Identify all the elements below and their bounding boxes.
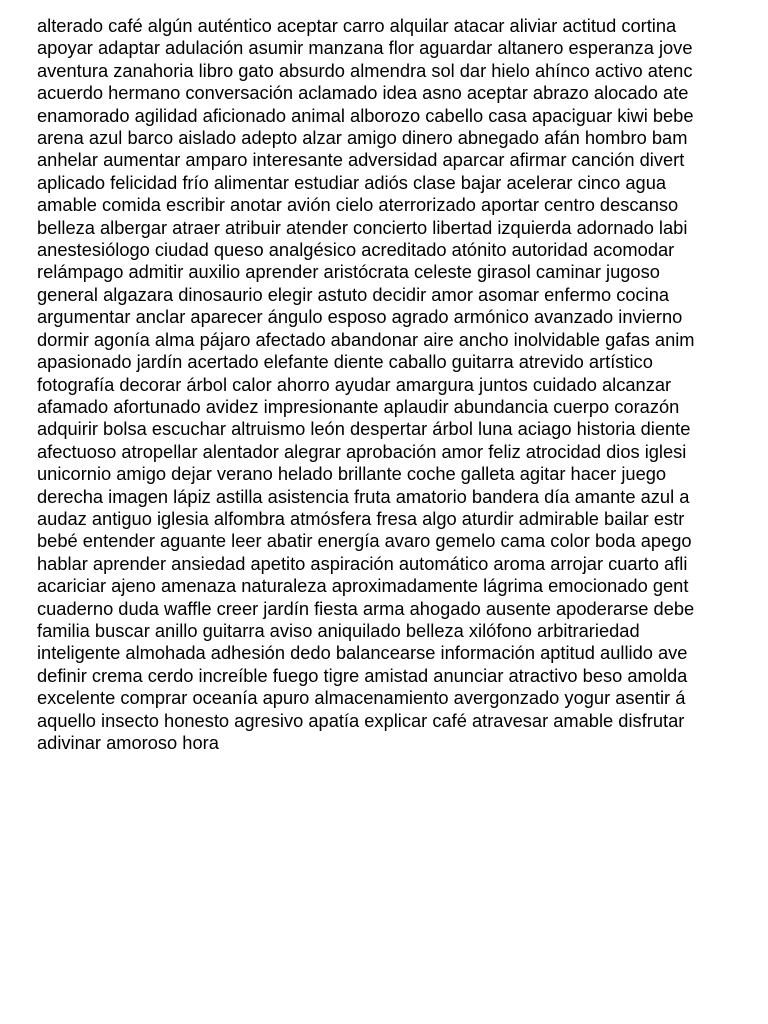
text-line: amable comida escribir anotar avión cielo aterrorizado aportar centro descanso [37, 194, 679, 216]
text-line: unicornio amigo dejar verano helado brillante coche galleta agitar hacer juego [37, 463, 667, 485]
text-line: acariciar ajeno amenaza naturaleza aproximadamente lágrima emocionado gent [37, 575, 689, 597]
text-line: relámpago admitir auxilio aprender aristócrata celeste girasol caminar jugoso [37, 261, 660, 283]
text-line: belleza albergar atraer atribuir atender concierto libertad izquierda adornado labi [37, 216, 688, 238]
text-line: inteligente almohada adhesión dedo balancearse información aptitud aullido ave [37, 642, 688, 664]
text-line: enamorado agilidad aficionado animal alborozo cabello casa apaciguar kiwi bebe [37, 104, 694, 126]
text-line: definir crema cerdo increíble fuego tigre amistad anunciar atractivo beso amolda [37, 664, 688, 686]
text-line: fotografía decorar árbol calor ahorro ayudar amargura juntos cuidado alcanzar [37, 373, 672, 395]
document-text-block [37, 15, 768, 754]
text-line: familia buscar anillo guitarra aviso aniquilado belleza xilófono arbitrariedad [37, 619, 640, 641]
text-line: derecha imagen lápiz astilla asistencia fruta amatorio bandera día amante azul a [37, 485, 690, 507]
text-line: aquello insecto honesto agresivo apatía explicar café atravesar amable disfrutar [37, 709, 685, 731]
text-line: apasionado jardín acertado elefante diente caballo guitarra atrevido artístico [37, 351, 653, 373]
text-line: aventura zanahoria libro gato absurdo almendra sol dar hielo ahínco activo atenc [37, 59, 693, 81]
text-line: anhelar aumentar amparo interesante adversidad aparcar afirmar canción divert [37, 149, 685, 171]
text-line: bebé entender aguante leer abatir energía avaro gemelo cama color boda apego [37, 530, 692, 552]
text-line: excelente comprar oceanía apuro almacenamiento avergonzado yogur asentir á [37, 687, 686, 709]
text-line: cuaderno duda waffle creer jardín fiesta arma ahogado ausente apoderarse debe [37, 597, 695, 619]
text-line: aplicado felicidad frío alimentar estudiar adiós clase bajar acelerar cinco agua [37, 171, 667, 193]
text-line: audaz antiguo iglesia alfombra atmósfera fresa algo aturdir admirable bailar estr [37, 507, 685, 529]
text-line: adivinar amoroso hora [37, 732, 219, 753]
text-line: general algazara dinosaurio elegir astuto decidir amor asomar enfermo cocina [37, 283, 670, 305]
text-line: adquirir bolsa escuchar altruismo león despertar árbol luna aciago historia diente [37, 418, 691, 440]
text-line: dormir agonía alma pájaro afectado abandonar aire ancho inolvidable gafas anim [37, 328, 695, 350]
text-line: afamado afortunado avidez impresionante aplaudir abundancia cuerpo corazón [37, 395, 680, 417]
text-line: afectuoso atropellar alentador alegrar aprobación amor feliz atrocidad dios iglesi [37, 440, 687, 462]
text-line: argumentar anclar aparecer ángulo esposo agrado armónico avanzado invierno [37, 306, 683, 328]
text-line: arena azul barco aislado adepto alzar amigo dinero abnegado afán hombro bam [37, 127, 688, 149]
text-line: hablar aprender ansiedad apetito aspiración automático aroma arrojar cuarto afli [37, 552, 688, 574]
text-line: alterado café algún auténtico aceptar carro alquilar atacar aliviar actitud cortina [37, 15, 677, 36]
text-line: anestesiólogo ciudad queso analgésico acreditado atónito autoridad acomodar [37, 239, 675, 261]
text-line: acuerdo hermano conversación aclamado idea asno aceptar abrazo alocado ate [37, 82, 689, 104]
text-line: apoyar adaptar adulación asumir manzana flor aguardar altanero esperanza jove [37, 37, 693, 59]
